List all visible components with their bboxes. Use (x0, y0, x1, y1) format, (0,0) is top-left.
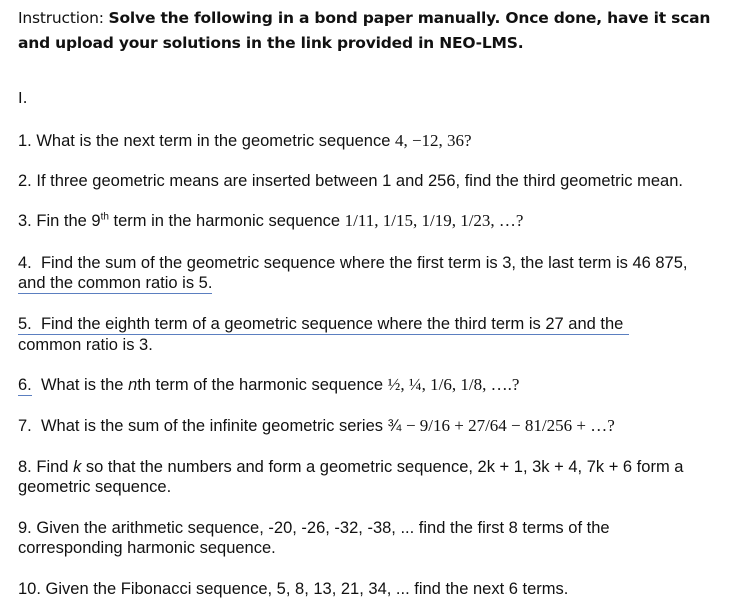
section-heading: I. (18, 89, 28, 107)
question-9: 9. Given the arithmetic sequence, -20, -26, -32, -38, ... find the first 8 terms of the corresponding harmonic sequence. (18, 519, 610, 557)
instruction-label: Instruction: (18, 9, 104, 27)
question-10: 10. Given the Fibonacci sequence, 5, 8, 13, 21, 34, ... find the next 6 terms. (18, 580, 569, 598)
question-5: 5. Find the eighth term of a geometric sequence where the third term is 27 and the common ratio is 3. (18, 314, 738, 355)
question-4: 4. Find the sum of the geometric sequence where the first term is 3, the last term is 46 875, and the common ratio is 5. (18, 254, 688, 292)
instruction-block (18, 6, 738, 56)
question-2: 2. If three geometric means are inserted between 1 and 256, find the third geometric mean. (18, 172, 683, 190)
instruction-text: Solve the following in a bond paper manually. Once done, have it scan and upload your solutions in the link provided in NEO-LMS. (18, 9, 711, 52)
question-6: 6. What is the nth term of the harmonic sequence ½, ¼, 1/6, 1/8, ….? (18, 375, 520, 394)
question-8: 8. Find k so that the numbers and form a geometric sequence, 2k + 1, 3k + 4, 7k + 6 form a geometric sequence. (18, 458, 684, 496)
question-3: 3. Fin the 9th term in the harmonic sequence 1/11, 1/15, 1/19, 1/23, …? (18, 211, 524, 230)
question-1: 1. What is the next term in the geometric sequence 4, −12, 36? (18, 131, 472, 150)
question-7: 7. What is the sum of the infinite geometric series ¾ − 9/16 + 27/64 − 81/256 + …? (18, 416, 615, 435)
